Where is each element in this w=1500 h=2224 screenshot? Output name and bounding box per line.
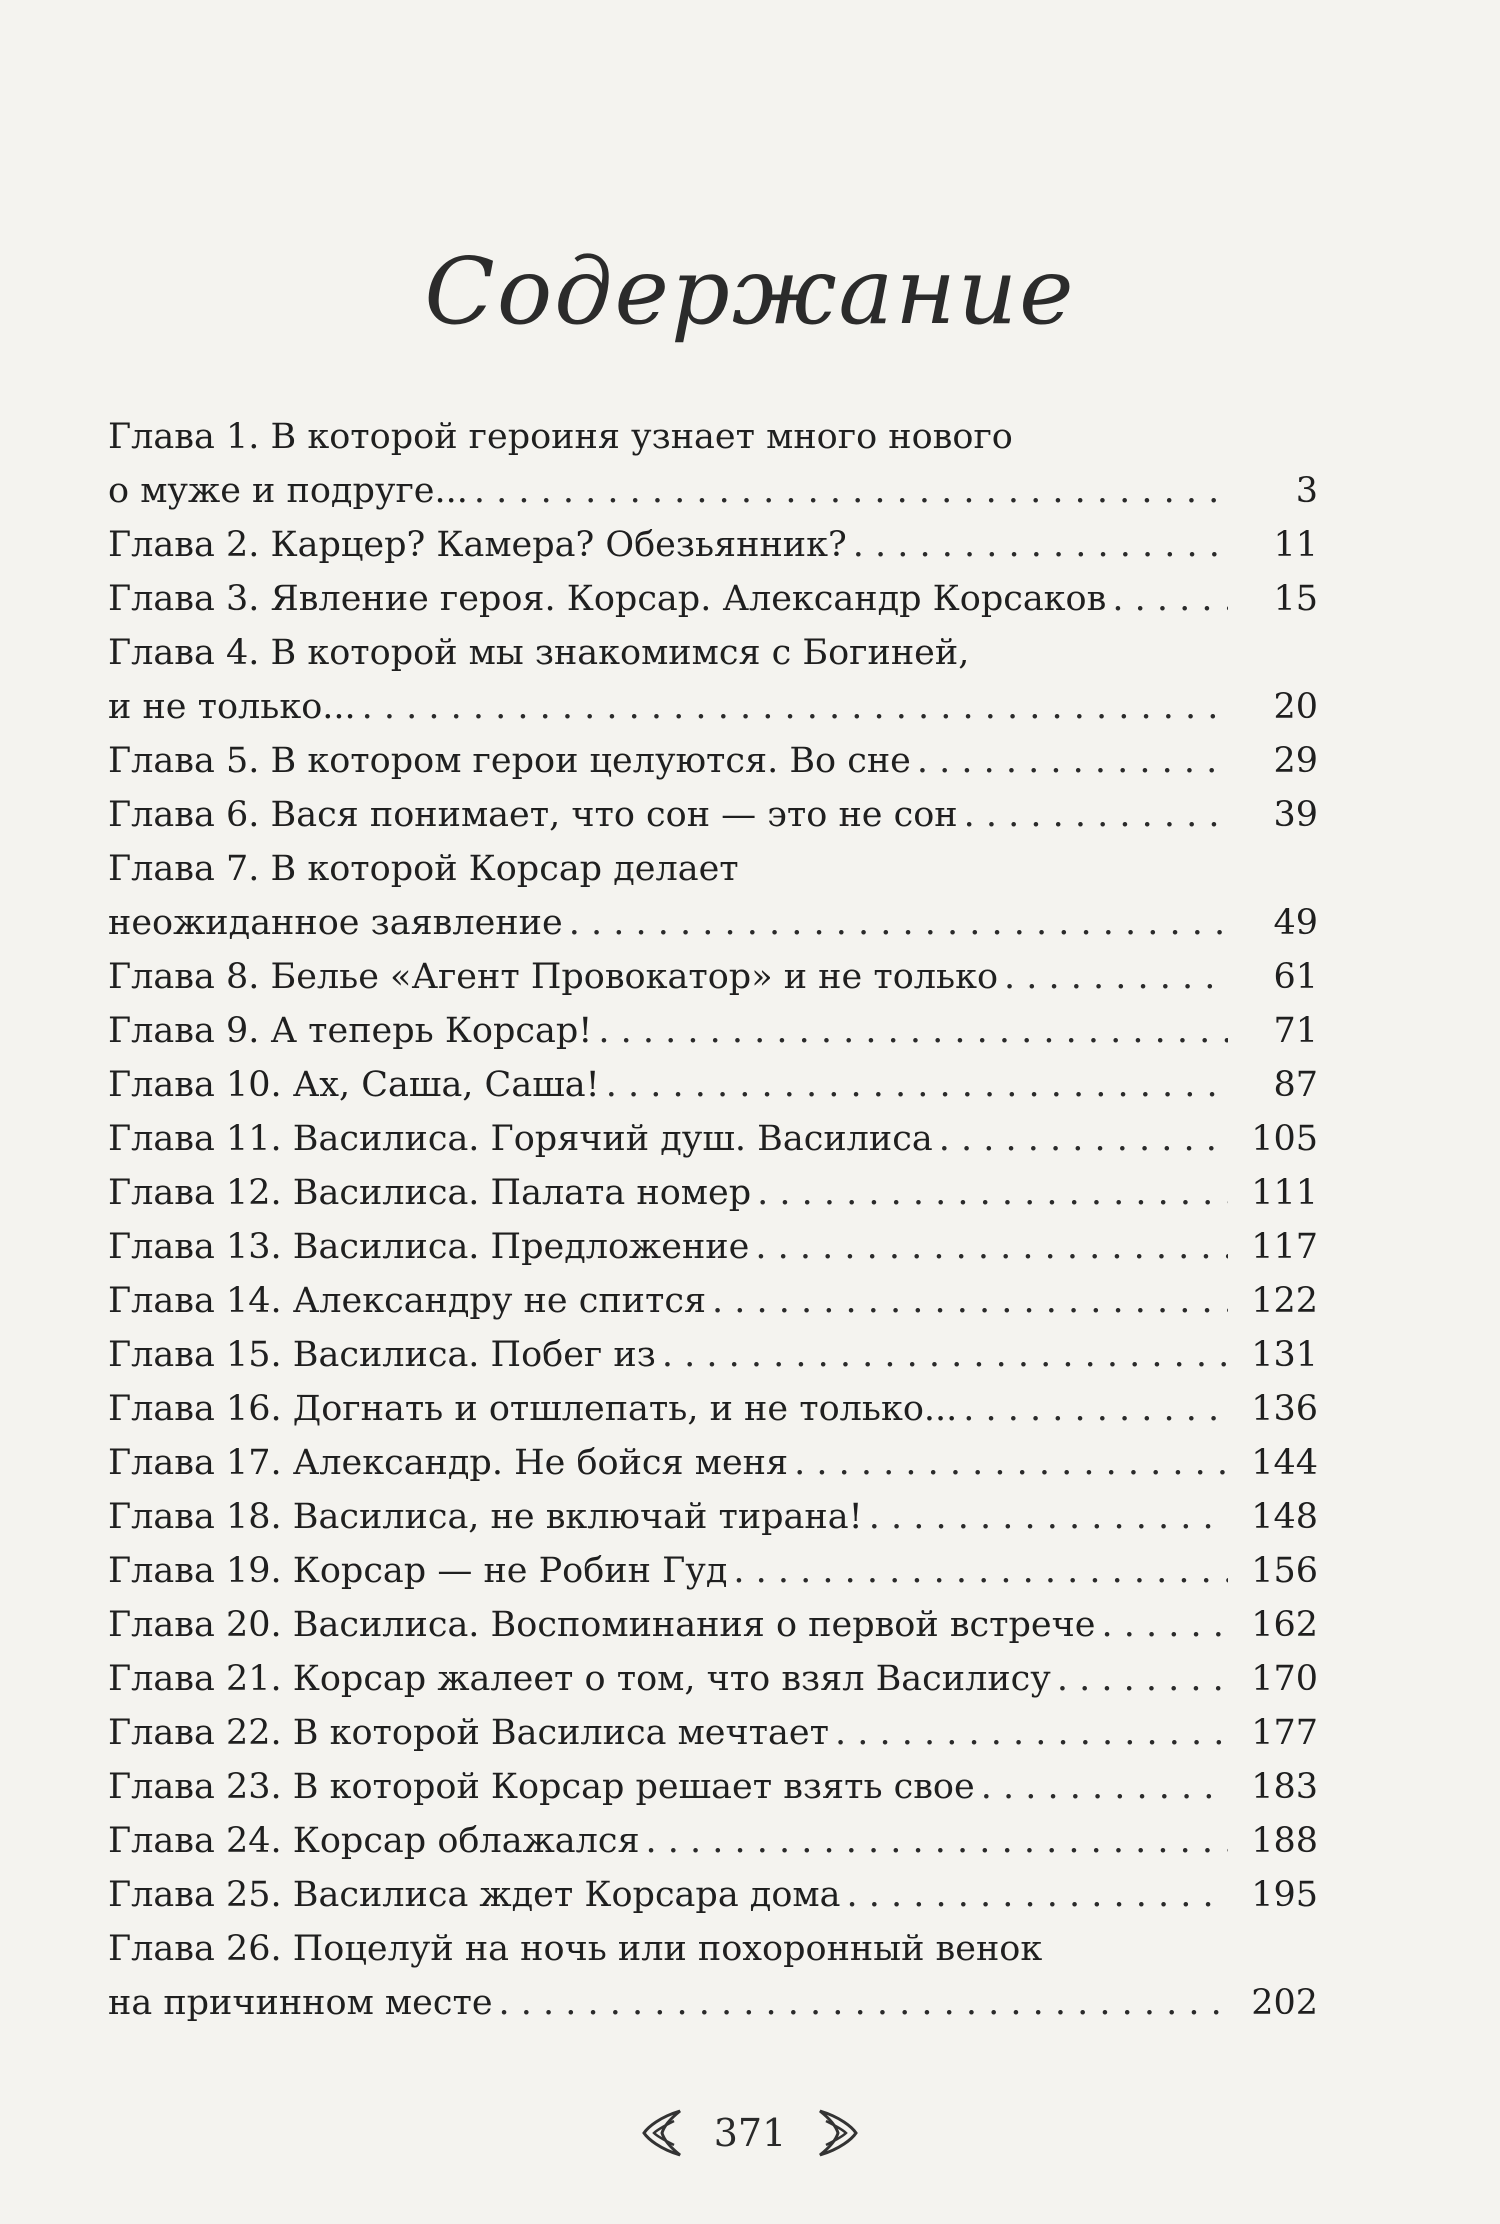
toc-line [108,1706,1318,1760]
toc-entry [108,734,1318,788]
toc-entry-title: и не только... [108,687,356,727]
toc-entry [108,1868,1318,1922]
toc-line [108,950,1318,1004]
toc-page-number: 49 [1273,903,1318,943]
toc-line [108,1760,1318,1814]
toc-line [108,680,1318,734]
toc-page-number: 177 [1251,1713,1318,1753]
toc-entry-title: Глава 9. А теперь Корсар! [108,1011,593,1051]
dot-leader [1057,1652,1228,1706]
dot-leader [963,1382,1228,1436]
toc-entry [108,1112,1318,1166]
toc-line [108,1922,1318,1976]
toc-entry-title: Глава 17. Александр. Не бойся меня [108,1443,789,1483]
toc-entry [108,842,1318,950]
dot-leader [847,1868,1228,1922]
toc-entry [108,788,1318,842]
toc-entry-title: на причинном месте [108,1983,493,2023]
toc-entry [108,1490,1318,1544]
toc-entry [108,1382,1318,1436]
toc-line [108,842,1318,896]
dot-leader [917,734,1228,788]
toc-entry-title: Глава 26. Поцелуй на ночь или похоронный венок [108,1929,1043,1969]
toc-entry [108,518,1318,572]
toc-entry [108,1760,1318,1814]
toc-line [108,734,1318,788]
toc-page-number: 122 [1251,1281,1318,1321]
toc-entry [108,1706,1318,1760]
dot-leader [964,788,1228,842]
table-of-contents [108,410,1318,2030]
dot-leader [606,1058,1228,1112]
toc-line [108,1490,1318,1544]
toc-page-number: 195 [1251,1875,1318,1915]
toc-entry-title: Глава 13. Василиса. Предложение [108,1227,750,1267]
dot-leader [1101,1598,1228,1652]
dot-leader [646,1814,1228,1868]
toc-line [108,1004,1318,1058]
toc-page-number: 71 [1273,1011,1318,1051]
toc-line [108,1328,1318,1382]
toc-line [108,788,1318,842]
dot-leader [794,1436,1228,1490]
toc-entry-title: Глава 10. Ах, Саша, Саша! [108,1065,600,1105]
toc-entry-title: Глава 3. Явление героя. Корсар. Александр Корсаков [108,579,1107,619]
toc-entry [108,1814,1318,1868]
toc-line [108,896,1318,950]
toc-line [108,1976,1318,2030]
toc-entry-title: неожиданное заявление [108,903,563,943]
toc-entry-title: Глава 16. Догнать и отшлепать, и не только... [108,1389,958,1429]
toc-entry [108,1274,1318,1328]
toc-page-number: 3 [1295,471,1318,511]
toc-entry [108,1328,1318,1382]
toc-entry-title: Глава 22. В которой Василиса мечтает [108,1713,829,1753]
toc-entry-title: о муже и подруге... [108,471,468,511]
toc-entry-title: Глава 19. Корсар — не Робин Гуд [108,1551,728,1591]
toc-entry-title: Глава 2. Карцер? Камера? Обезьянник? [108,525,847,565]
toc-line [108,518,1318,572]
toc-page-number: 202 [1251,1983,1318,2023]
toc-entry [108,410,1318,518]
toc-line [108,1166,1318,1220]
dot-leader [474,464,1228,518]
dot-leader [853,518,1228,572]
toc-line [108,1868,1318,1922]
dot-leader [869,1490,1228,1544]
toc-page-number: 156 [1251,1551,1318,1591]
dot-leader [662,1328,1228,1382]
toc-page-number: 117 [1251,1227,1318,1267]
toc-entry [108,1166,1318,1220]
dot-leader [1112,572,1228,626]
toc-entry-title: Глава 23. В которой Корсар решает взять свое [108,1767,975,1807]
toc-line [108,1058,1318,1112]
toc-page-number: 148 [1251,1497,1318,1537]
toc-entry-title: Глава 21. Корсар жалеет о том, что взял Василису [108,1659,1051,1699]
toc-entry-title: Глава 5. В котором герои целуются. Во сне [108,741,911,781]
toc-line [108,1436,1318,1490]
toc-page-number: 11 [1273,525,1318,565]
toc-line [108,1382,1318,1436]
toc-entry-title: Глава 11. Василиса. Горячий душ. Василиса [108,1119,933,1159]
toc-page-number: 188 [1251,1821,1318,1861]
toc-entry-title: Глава 20. Василиса. Воспоминания о первой встрече [108,1605,1096,1645]
toc-page-number: 87 [1273,1065,1318,1105]
toc-page-number: 29 [1273,741,1318,781]
toc-line [108,572,1318,626]
toc-entry [108,1922,1318,2030]
toc-page-number: 105 [1251,1119,1318,1159]
dot-leader [569,896,1228,950]
toc-line [108,1598,1318,1652]
toc-entry-title: Глава 12. Василиса. Палата номер [108,1173,752,1213]
page-number: 371 [713,2111,787,2155]
toc-line [108,1652,1318,1706]
dot-leader [712,1274,1228,1328]
toc-page-number: 131 [1251,1335,1318,1375]
toc-entry [108,1004,1318,1058]
toc-line [108,1544,1318,1598]
dot-leader [733,1544,1228,1598]
dot-leader [1004,950,1228,1004]
toc-page-number: 39 [1273,795,1318,835]
toc-line [108,626,1318,680]
toc-line [108,464,1318,518]
dot-leader [835,1706,1228,1760]
toc-entry [108,626,1318,734]
toc-page-number: 170 [1251,1659,1318,1699]
dot-leader [757,1166,1228,1220]
toc-entry-title: Глава 14. Александру не спится [108,1281,707,1321]
toc-entry [108,1436,1318,1490]
toc-line [108,410,1318,464]
toc-entry [108,572,1318,626]
toc-page-number: 162 [1251,1605,1318,1645]
toc-entry-title: Глава 8. Белье «Агент Провокатор» и не только [108,957,999,997]
toc-entry [108,1058,1318,1112]
toc-page-number: 183 [1251,1767,1318,1807]
toc-entry-title: Глава 7. В которой Корсар делает [108,849,739,889]
toc-entry [108,1652,1318,1706]
leaf-ornament-icon [814,2107,860,2159]
toc-entry [108,950,1318,1004]
toc-page-number: 20 [1273,687,1318,727]
dot-leader [499,1976,1228,2030]
toc-entry-title: Глава 1. В которой героиня узнает много нового [108,417,1013,457]
page-footer [0,2098,1500,2168]
dot-leader [755,1220,1228,1274]
toc-entry-title: Глава 24. Корсар облажался [108,1821,640,1861]
toc-entry-title: Глава 4. В которой мы знакомимся с Богиней, [108,633,970,673]
leaf-ornament-icon [640,2107,686,2159]
toc-entry-title: Глава 18. Василиса, не включай тирана! [108,1497,863,1537]
dot-leader [981,1760,1228,1814]
toc-entry [108,1544,1318,1598]
toc-entry-title: Глава 6. Вася понимает, что сон — это не сон [108,795,958,835]
toc-entry [108,1220,1318,1274]
toc-entry-title: Глава 15. Василиса. Побег из [108,1335,656,1375]
dot-leader [362,680,1228,734]
page-title: Содержание [424,238,1076,345]
toc-page-number: 61 [1273,957,1318,997]
toc-entry [108,1598,1318,1652]
toc-line [108,1112,1318,1166]
toc-entry-title: Глава 25. Василиса ждет Корсара дома [108,1875,841,1915]
toc-line [108,1814,1318,1868]
dot-leader [598,1004,1228,1058]
toc-page-number: 136 [1251,1389,1318,1429]
toc-line [108,1220,1318,1274]
toc-page-number: 144 [1251,1443,1318,1483]
dot-leader [939,1112,1228,1166]
toc-line [108,1274,1318,1328]
toc-page-number: 15 [1273,579,1318,619]
toc-page-number: 111 [1251,1173,1318,1213]
